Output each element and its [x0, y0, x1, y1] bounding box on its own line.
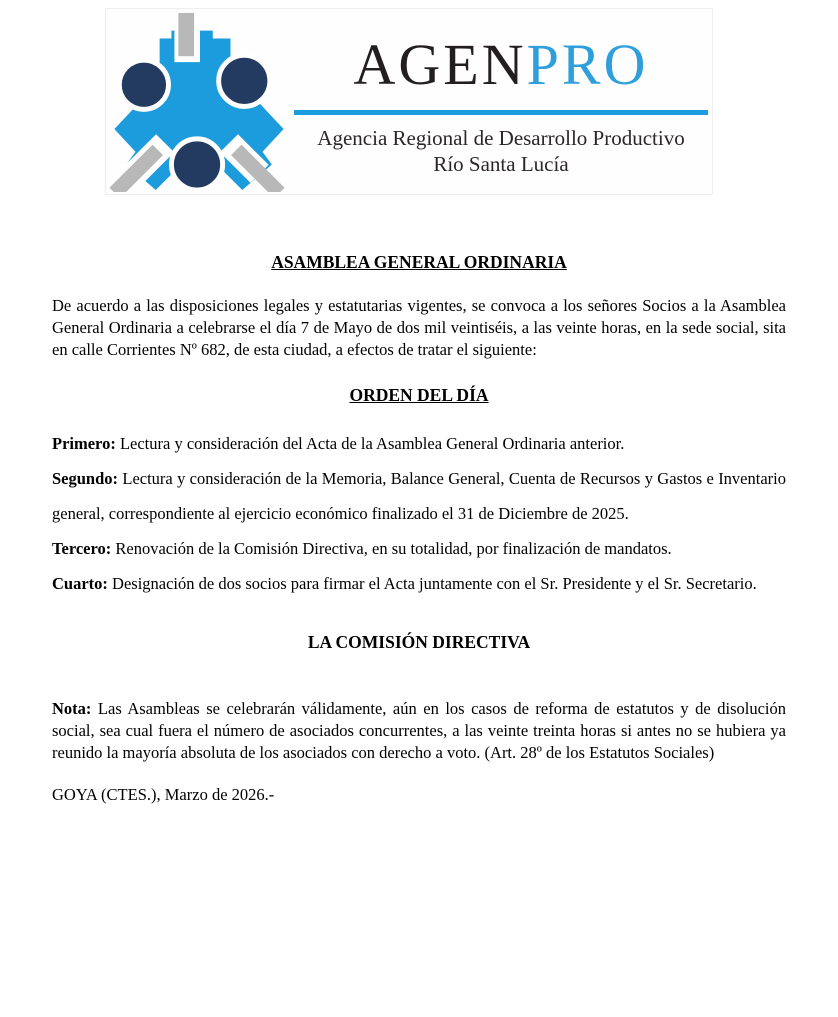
agenda-item-label: Primero: — [52, 434, 116, 453]
agenda-item-text: Designación de dos socios para firmar el Acta juntamente con el Sr. Presidente y el Sr. Secretario. — [112, 574, 757, 593]
agenda-item-label: Segundo: — [52, 469, 119, 488]
agenda-item-label: Cuarto: — [52, 574, 108, 593]
document-title: ASAMBLEA GENERAL ORDINARIA — [271, 252, 567, 272]
note-label: Nota: — [52, 699, 92, 718]
agenda-item-text: Lectura y consideración del Acta de la Asamblea General Ordinaria anterior. — [119, 434, 625, 453]
closing-line: GOYA (CTES.), Marzo de 2026.- — [52, 785, 275, 804]
intro-paragraph: De acuerdo a las disposiciones legales y estatutarias vigentes, se convoca a los señores Socios a la Asamblea General Ordinaria a celebrarse el día 7 de Mayo de dos mil veintiséis, a las veinte horas, en la sede social, sita en calle Corrientes Nº 682, de esta ciudad, a efectos de tratar el siguiente: — [52, 296, 786, 359]
note-paragraph — [52, 698, 786, 764]
brand-primary-text: AGEN — [353, 32, 527, 97]
agenpro-logo — [105, 8, 713, 195]
agenda-item — [52, 566, 786, 601]
agenda-item-text: Lectura y consideración de la Memoria, Balance General, Cuenta de Recursos y Gastos e Inventario general, correspondiente al ejercicio económico finalizado el 31 de Diciembre de 2025. — [52, 469, 786, 523]
agenda-list — [52, 426, 786, 601]
agenda-item — [52, 426, 786, 461]
signature-heading: LA COMISIÓN DIRECTIVA — [307, 632, 531, 652]
agenda-item — [52, 531, 786, 566]
agenda-item-label: Tercero: — [52, 539, 112, 558]
logo-text-block — [290, 9, 712, 194]
brand-accent-text: PRO — [526, 32, 649, 97]
agenda-item — [52, 461, 786, 531]
agenpro-gear-emblem-icon — [108, 9, 290, 192]
note-text: Las Asambleas se celebrarán válidamente, aún en los casos de reforma de estatutos y de disolución social, sea cual fuera el número de asociados concurrentes, a las veinte treinta horas si antes no se hubiera ya reunido la mayoría absoluta de los asociados con derecho a voto. (Art. 28º de los Estatutos Sociales) — [52, 699, 787, 762]
agenda-heading: ORDEN DEL DÍA — [349, 385, 489, 405]
logo-tagline-line2: Río Santa Lucía — [433, 152, 569, 176]
agenda-item-text: Renovación de la Comisión Directiva, en su totalidad, por finalización de mandatos. — [115, 539, 672, 558]
brand-wordmark — [290, 32, 712, 97]
logo-tagline-line1: Agencia Regional de Desarrollo Productivo — [317, 126, 685, 150]
logo-divider — [294, 110, 708, 115]
